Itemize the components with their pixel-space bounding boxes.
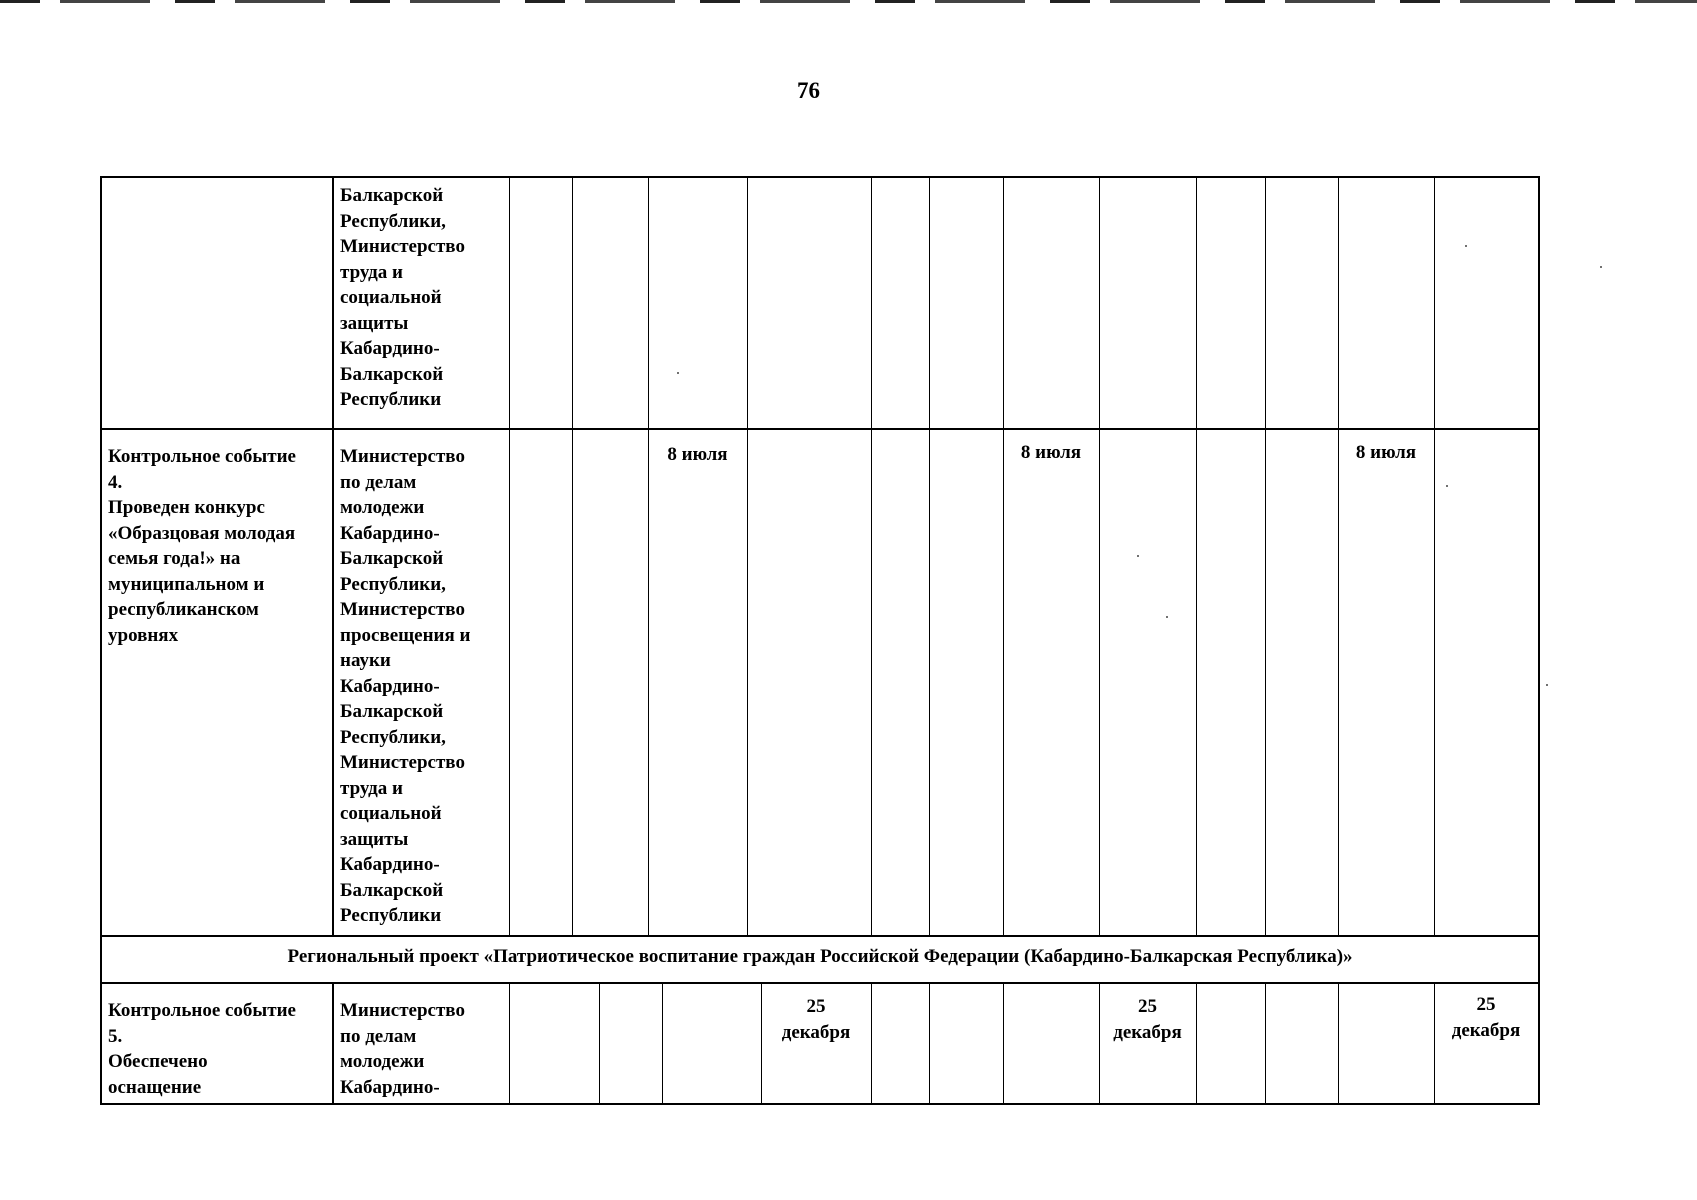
page-number: 76 (797, 78, 820, 103)
row3-date-c: 25 декабря (1451, 994, 1521, 1041)
row2-date-b: 8 июля (1020, 442, 1082, 463)
row3-responsible-cell: Министерство по делам молодежи Кабардино- (340, 1000, 465, 1098)
column-divider (1099, 178, 1100, 936)
column-divider (871, 982, 872, 1105)
column-divider (747, 178, 748, 936)
scan-edge (0, 0, 1697, 3)
column-divider (1265, 982, 1266, 1105)
column-divider (1003, 178, 1004, 936)
scan-speck (1546, 684, 1548, 686)
row3-event-cell: Контрольное событие 5. Обеспечено оснащение (108, 1000, 296, 1098)
column-divider (509, 178, 510, 936)
column-divider (1196, 178, 1197, 936)
column-divider (871, 178, 872, 936)
row-divider (102, 935, 1538, 937)
scan-speck (677, 372, 679, 374)
column-divider (648, 178, 649, 936)
scan-speck (1600, 266, 1602, 268)
column-divider (929, 982, 930, 1105)
column-divider (1434, 178, 1435, 936)
column-divider (332, 982, 334, 1105)
scan-speck (1166, 616, 1168, 618)
column-divider (509, 982, 510, 1105)
column-divider (599, 982, 600, 1105)
column-divider (332, 178, 334, 936)
row-divider (102, 428, 1538, 430)
column-divider (1265, 178, 1266, 936)
row2-date-c: 8 июля (1355, 442, 1417, 463)
scan-speck (1137, 555, 1139, 557)
row3-date-a: 25 декабря (781, 996, 851, 1043)
row2-date-a: 8 июля (667, 444, 728, 465)
column-divider (929, 178, 930, 936)
column-divider (1338, 982, 1339, 1105)
row3-date-b: 25 декабря (1113, 996, 1182, 1043)
column-divider (1338, 178, 1339, 936)
row-divider (102, 982, 1538, 984)
column-divider (662, 982, 663, 1105)
row2-responsible-cell: Министерство по делам молодежи Кабардино- Балкарской Республики, Министерство просвещения и науки Кабардино- Балкарской Республики, Министерство труда и социальной защиты Кабардино- Балкарской Республики (340, 446, 471, 926)
scan-speck (1446, 485, 1448, 487)
row1-responsible-cell: Балкарской Республики, Министерство труда и социальной защиты Кабардино- Балкарской Республики (340, 185, 465, 410)
column-divider (572, 178, 573, 936)
column-divider (1003, 982, 1004, 1105)
scan-speck (1465, 245, 1467, 247)
row2-event-cell: Контрольное событие 4. Проведен конкурс «Образцовая молодая семья года!» на муниципальном и республиканском уровнях (108, 446, 296, 646)
column-divider (1196, 982, 1197, 1105)
section-title: Региональный проект «Патриотическое воспитание граждан Российской Федерации (Кабардино-Балкарская Республика)» (287, 946, 1353, 967)
